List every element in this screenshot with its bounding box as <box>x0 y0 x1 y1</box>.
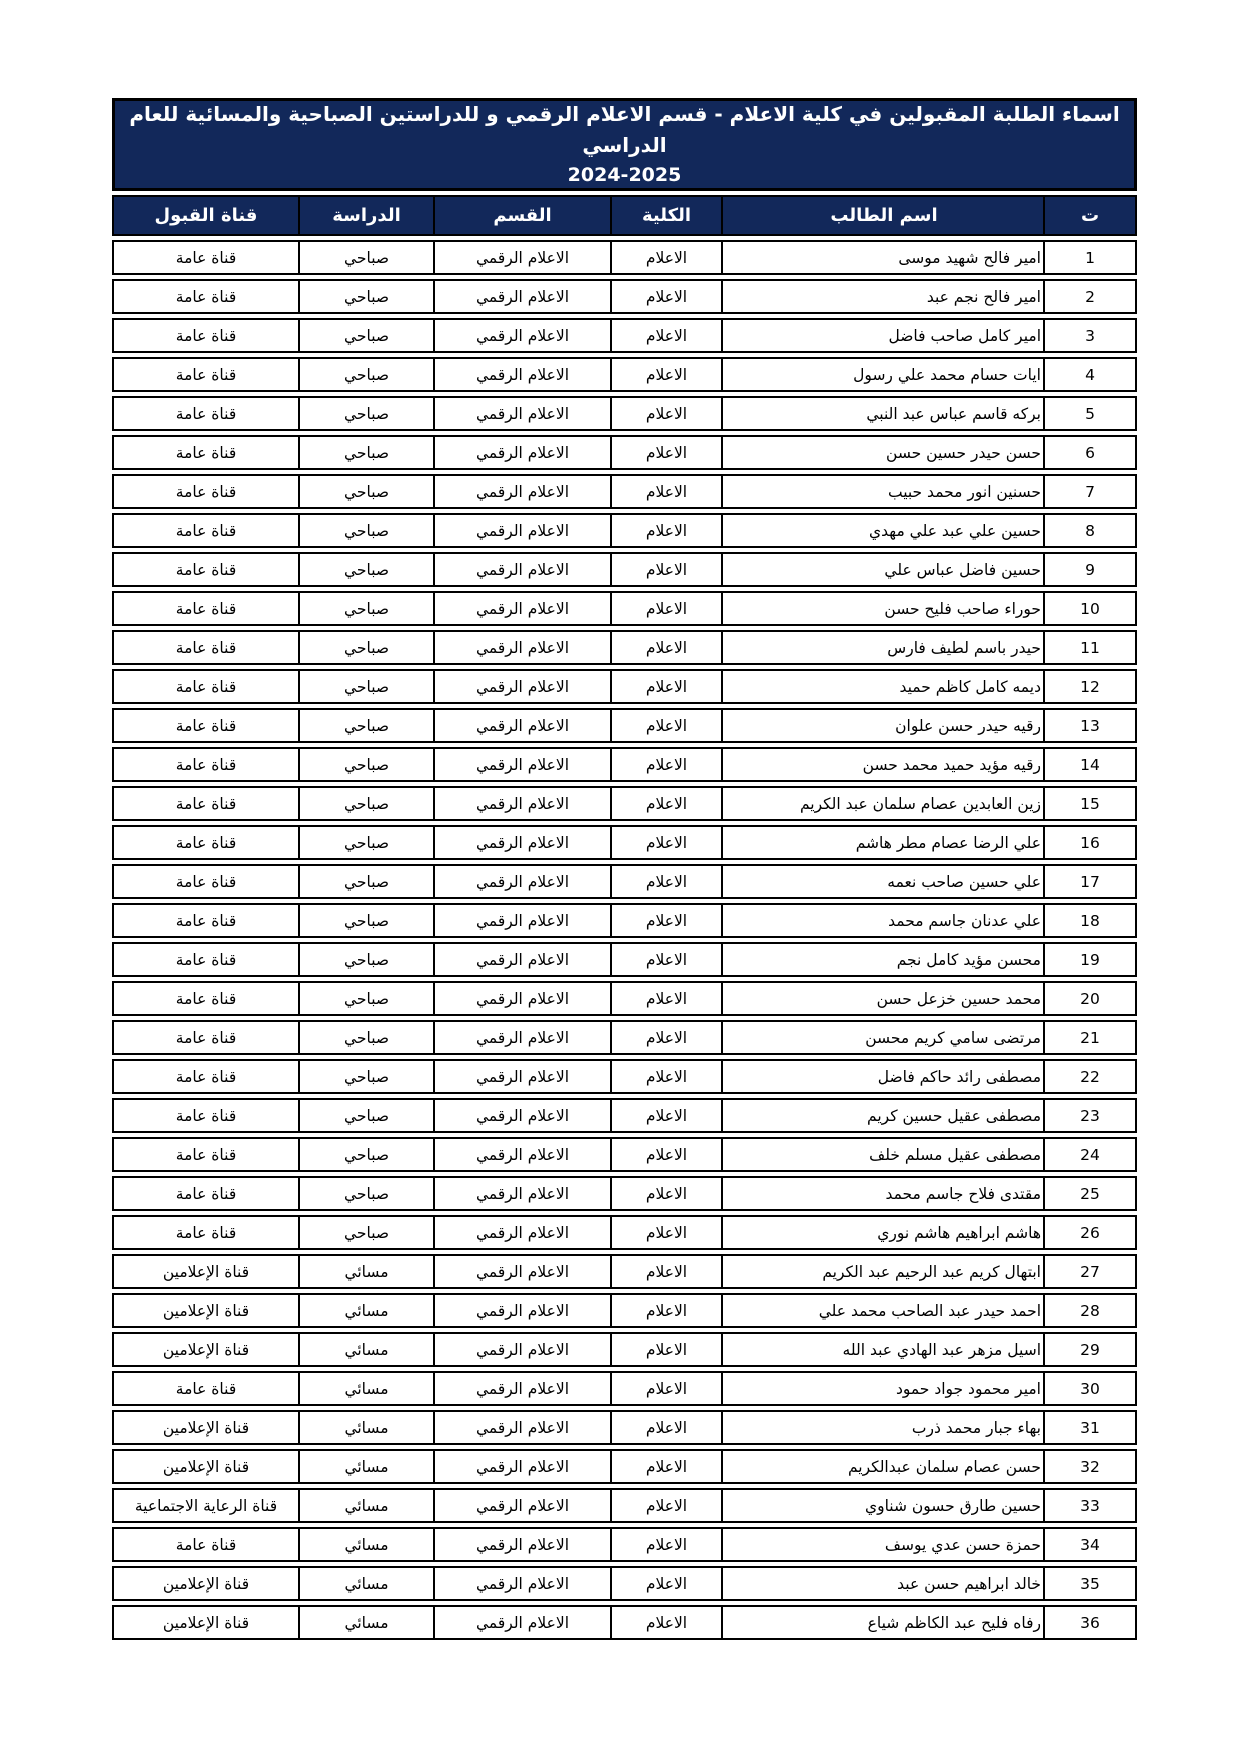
college-cell: الاعلام <box>610 1256 721 1287</box>
study-type-cell: مسائي <box>298 1334 433 1365</box>
table-row <box>112 1566 1137 1601</box>
row-index-cell: 31 <box>1043 1412 1135 1443</box>
student-name-cell: حمزة حسن عدي يوسف <box>721 1529 1043 1560</box>
student-name-cell: مرتضى سامي كريم محسن <box>721 1022 1043 1053</box>
document-title-banner <box>112 98 1137 191</box>
department-cell: الاعلام الرقمي <box>433 710 610 741</box>
department-cell: الاعلام الرقمي <box>433 1373 610 1404</box>
row-index-cell: 18 <box>1043 905 1135 936</box>
department-cell: الاعلام الرقمي <box>433 515 610 546</box>
student-name-cell: امير فالح نجم عبد <box>721 281 1043 312</box>
table-row <box>112 1293 1137 1328</box>
admission-channel-cell: قناة عامة <box>175 248 237 267</box>
admission-channel-cell: قناة عامة <box>175 989 237 1008</box>
study-type-cell: صباحي <box>298 437 433 468</box>
study-type-cell: مسائي <box>298 1451 433 1482</box>
study-type-cell: مسائي <box>298 1529 433 1560</box>
table-row <box>112 318 1137 353</box>
study-type-cell: صباحي <box>298 632 433 663</box>
student-name-cell: ابتهال كريم عبد الرحيم عبد الكريم <box>721 1256 1043 1287</box>
student-name-cell: محسن مؤيد كامل نجم <box>721 944 1043 975</box>
department-cell: الاعلام الرقمي <box>433 1256 610 1287</box>
study-type-cell: صباحي <box>298 281 433 312</box>
department-cell: الاعلام الرقمي <box>433 437 610 468</box>
table-row <box>112 1059 1137 1094</box>
college-cell: الاعلام <box>610 632 721 663</box>
table-row <box>112 1176 1137 1211</box>
row-index-cell: 17 <box>1043 866 1135 897</box>
table-row <box>112 552 1137 587</box>
row-index-cell: 1 <box>1043 242 1135 273</box>
admission-channel-cell: قناة الرعاية الاجتماعية <box>134 1496 278 1515</box>
department-cell: الاعلام الرقمي <box>433 476 610 507</box>
study-type-cell: صباحي <box>298 515 433 546</box>
admission-channel-cell: قناة عامة <box>175 1106 237 1125</box>
row-index-cell: 26 <box>1043 1217 1135 1248</box>
row-index-cell: 34 <box>1043 1529 1135 1560</box>
table-row <box>112 435 1137 470</box>
college-cell: الاعلام <box>610 1490 721 1521</box>
table-row <box>112 1527 1137 1562</box>
admission-channel-cell: قناة الإعلامين <box>162 1457 250 1476</box>
college-cell: الاعلام <box>610 554 721 585</box>
study-type-cell: صباحي <box>298 983 433 1014</box>
row-index-cell: 29 <box>1043 1334 1135 1365</box>
header-admission-channel: قناة القبول <box>154 205 258 226</box>
admission-channel-cell: قناة عامة <box>175 404 237 423</box>
study-type-cell: صباحي <box>298 671 433 702</box>
college-cell: الاعلام <box>610 1412 721 1443</box>
admission-channel-cell: قناة الإعلامين <box>162 1574 250 1593</box>
student-name-cell: مقتدى فلاح جاسم محمد <box>721 1178 1043 1209</box>
header-department: القسم <box>433 197 610 234</box>
student-name-cell: مصطفى رائد حاكم فاضل <box>721 1061 1043 1092</box>
row-index-cell: 27 <box>1043 1256 1135 1287</box>
student-name-cell: خالد ابراهيم حسن عبد <box>721 1568 1043 1599</box>
study-type-cell: صباحي <box>298 905 433 936</box>
admission-channel-cell: قناة الإعلامين <box>162 1340 250 1359</box>
student-name-cell: حوراء صاحب فليح حسن <box>721 593 1043 624</box>
academic-year-text: 2024-2025 <box>567 164 682 187</box>
table-row <box>112 903 1137 938</box>
study-type-cell: صباحي <box>298 1022 433 1053</box>
student-name-cell: احمد حيدر عبد الصاحب محمد علي <box>721 1295 1043 1326</box>
department-cell: الاعلام الرقمي <box>433 1568 610 1599</box>
table-body <box>112 240 1137 1640</box>
student-name-cell: حسنين انور محمد حبيب <box>721 476 1043 507</box>
row-index-cell: 11 <box>1043 632 1135 663</box>
admission-channel-cell: قناة عامة <box>175 1535 237 1554</box>
table-row <box>112 1020 1137 1055</box>
admission-channel-cell: قناة عامة <box>175 1028 237 1047</box>
table-row <box>112 240 1137 275</box>
college-cell: الاعلام <box>610 671 721 702</box>
admission-channel-cell: قناة الإعلامين <box>162 1301 250 1320</box>
table-row <box>112 1605 1137 1640</box>
table-row <box>112 786 1137 821</box>
student-name-cell: بركه قاسم عباس عبد النبي <box>721 398 1043 429</box>
admission-channel-cell: قناة عامة <box>175 599 237 618</box>
college-cell: الاعلام <box>610 1607 721 1638</box>
admission-channel-cell: قناة عامة <box>175 950 237 969</box>
study-type-cell: صباحي <box>298 827 433 858</box>
department-cell: الاعلام الرقمي <box>433 944 610 975</box>
student-name-cell: امير محمود جواد حمود <box>721 1373 1043 1404</box>
college-cell: الاعلام <box>610 1100 721 1131</box>
table-row <box>112 942 1137 977</box>
student-name-cell: اسيل مزهر عبد الهادي عبد الله <box>721 1334 1043 1365</box>
admission-channel-cell: قناة عامة <box>175 443 237 462</box>
study-type-cell: صباحي <box>298 242 433 273</box>
admission-channel-cell: قناة عامة <box>175 482 237 501</box>
admission-channel-cell: قناة الإعلامين <box>162 1418 250 1437</box>
table-row <box>112 669 1137 704</box>
row-index-cell: 23 <box>1043 1100 1135 1131</box>
table-row <box>112 864 1137 899</box>
admission-channel-cell: قناة عامة <box>175 638 237 657</box>
college-cell: الاعلام <box>610 593 721 624</box>
row-index-cell: 25 <box>1043 1178 1135 1209</box>
department-cell: الاعلام الرقمي <box>433 242 610 273</box>
college-cell: الاعلام <box>610 788 721 819</box>
study-type-cell: صباحي <box>298 1100 433 1131</box>
college-cell: الاعلام <box>610 476 721 507</box>
study-type-cell: صباحي <box>298 1178 433 1209</box>
department-cell: الاعلام الرقمي <box>433 983 610 1014</box>
study-type-cell: صباحي <box>298 944 433 975</box>
college-cell: الاعلام <box>610 437 721 468</box>
table-row <box>112 591 1137 626</box>
row-index-cell: 28 <box>1043 1295 1135 1326</box>
row-index-cell: 12 <box>1043 671 1135 702</box>
department-cell: الاعلام الرقمي <box>433 1607 610 1638</box>
header-college: الكلية <box>610 197 721 234</box>
row-index-cell: 16 <box>1043 827 1135 858</box>
row-index-cell: 4 <box>1043 359 1135 390</box>
student-name-cell: حسين فاضل عباس علي <box>721 554 1043 585</box>
department-cell: الاعلام الرقمي <box>433 1295 610 1326</box>
header-index: ت <box>1043 197 1135 234</box>
student-name-cell: رقيه مؤيد حميد محمد حسن <box>721 749 1043 780</box>
department-cell: الاعلام الرقمي <box>433 1100 610 1131</box>
department-cell: الاعلام الرقمي <box>433 1334 610 1365</box>
table-row <box>112 630 1137 665</box>
department-cell: الاعلام الرقمي <box>433 1022 610 1053</box>
study-type-cell: صباحي <box>298 866 433 897</box>
table-row <box>112 474 1137 509</box>
student-name-cell: حسين طارق حسون شناوي <box>721 1490 1043 1521</box>
college-cell: الاعلام <box>610 1334 721 1365</box>
college-cell: الاعلام <box>610 1295 721 1326</box>
department-cell: الاعلام الرقمي <box>433 1061 610 1092</box>
college-cell: الاعلام <box>610 281 721 312</box>
table-row <box>112 396 1137 431</box>
student-name-cell: امير كامل صاحب فاضل <box>721 320 1043 351</box>
student-name-cell: امير فالح شهيد موسى <box>721 242 1043 273</box>
study-type-cell: صباحي <box>298 476 433 507</box>
student-name-cell: حيدر باسم لطيف فارس <box>721 632 1043 663</box>
student-name-cell: ديمه كامل كاظم حميد <box>721 671 1043 702</box>
department-cell: الاعلام الرقمي <box>433 1178 610 1209</box>
study-type-cell: صباحي <box>298 593 433 624</box>
row-index-cell: 2 <box>1043 281 1135 312</box>
study-type-cell: صباحي <box>298 1139 433 1170</box>
admission-channel-cell: قناة عامة <box>175 872 237 891</box>
admission-channel-cell: قناة عامة <box>175 521 237 540</box>
college-cell: الاعلام <box>610 866 721 897</box>
row-index-cell: 36 <box>1043 1607 1135 1638</box>
college-cell: الاعلام <box>610 983 721 1014</box>
admission-channel-cell: قناة عامة <box>175 794 237 813</box>
row-index-cell: 6 <box>1043 437 1135 468</box>
department-cell: الاعلام الرقمي <box>433 320 610 351</box>
table-row <box>112 1332 1137 1367</box>
study-type-cell: صباحي <box>298 749 433 780</box>
department-cell: الاعلام الرقمي <box>433 593 610 624</box>
student-name-cell: علي عدنان جاسم محمد <box>721 905 1043 936</box>
table-row <box>112 1410 1137 1445</box>
college-cell: الاعلام <box>610 1451 721 1482</box>
row-index-cell: 21 <box>1043 1022 1135 1053</box>
department-cell: الاعلام الرقمي <box>433 1412 610 1443</box>
study-type-cell: صباحي <box>298 710 433 741</box>
department-cell: الاعلام الرقمي <box>433 788 610 819</box>
department-cell: الاعلام الرقمي <box>433 1139 610 1170</box>
admission-channel-cell: قناة عامة <box>175 287 237 306</box>
row-index-cell: 33 <box>1043 1490 1135 1521</box>
admission-channel-cell: قناة الإعلامين <box>162 1613 250 1632</box>
department-cell: الاعلام الرقمي <box>433 866 610 897</box>
study-type-cell: مسائي <box>298 1295 433 1326</box>
college-cell: الاعلام <box>610 1568 721 1599</box>
college-cell: الاعلام <box>610 905 721 936</box>
study-type-cell: مسائي <box>298 1490 433 1521</box>
study-type-cell: صباحي <box>298 1061 433 1092</box>
college-cell: الاعلام <box>610 749 721 780</box>
admission-channel-cell: قناة عامة <box>175 911 237 930</box>
department-cell: الاعلام الرقمي <box>433 554 610 585</box>
admission-channel-cell: قناة عامة <box>175 1379 237 1398</box>
row-index-cell: 32 <box>1043 1451 1135 1482</box>
admission-channel-cell: قناة عامة <box>175 1223 237 1242</box>
student-name-cell: ايات حسام محمد علي رسول <box>721 359 1043 390</box>
department-cell: الاعلام الرقمي <box>433 398 610 429</box>
study-type-cell: مسائي <box>298 1568 433 1599</box>
student-name-cell: علي الرضا عصام مطر هاشم <box>721 827 1043 858</box>
row-index-cell: 35 <box>1043 1568 1135 1599</box>
admission-channel-cell: قناة عامة <box>175 326 237 345</box>
college-cell: الاعلام <box>610 944 721 975</box>
student-name-cell: هاشم ابراهيم هاشم نوري <box>721 1217 1043 1248</box>
row-index-cell: 22 <box>1043 1061 1135 1092</box>
college-cell: الاعلام <box>610 242 721 273</box>
study-type-cell: مسائي <box>298 1412 433 1443</box>
department-cell: الاعلام الرقمي <box>433 1529 610 1560</box>
college-cell: الاعلام <box>610 1373 721 1404</box>
row-index-cell: 5 <box>1043 398 1135 429</box>
study-type-cell: مسائي <box>298 1607 433 1638</box>
college-cell: الاعلام <box>610 359 721 390</box>
table-row <box>112 279 1137 314</box>
admission-channel-cell: قناة عامة <box>175 755 237 774</box>
department-cell: الاعلام الرقمي <box>433 281 610 312</box>
table-row <box>112 1215 1137 1250</box>
row-index-cell: 15 <box>1043 788 1135 819</box>
table-row <box>112 1371 1137 1406</box>
admission-channel-cell: قناة عامة <box>175 1184 237 1203</box>
study-type-cell: صباحي <box>298 788 433 819</box>
study-type-cell: مسائي <box>298 1256 433 1287</box>
admission-channel-cell: قناة عامة <box>175 1067 237 1086</box>
admission-channel-cell: قناة عامة <box>175 716 237 735</box>
row-index-cell: 9 <box>1043 554 1135 585</box>
department-cell: الاعلام الرقمي <box>433 1451 610 1482</box>
admission-channel-cell: قناة عامة <box>175 365 237 384</box>
college-cell: الاعلام <box>610 398 721 429</box>
college-cell: الاعلام <box>610 1061 721 1092</box>
table-row <box>112 513 1137 548</box>
study-type-cell: صباحي <box>298 320 433 351</box>
row-index-cell: 10 <box>1043 593 1135 624</box>
admission-channel-cell: قناة عامة <box>175 833 237 852</box>
college-cell: الاعلام <box>610 515 721 546</box>
student-name-cell: رقيه حيدر حسن علوان <box>721 710 1043 741</box>
student-name-cell: زين العابدين عصام سلمان عبد الكريم <box>721 788 1043 819</box>
table-row <box>112 981 1137 1016</box>
study-type-cell: صباحي <box>298 398 433 429</box>
college-cell: الاعلام <box>610 1178 721 1209</box>
table-row <box>112 1137 1137 1172</box>
department-cell: الاعلام الرقمي <box>433 1490 610 1521</box>
student-name-cell: بهاء جبار محمد ذرب <box>721 1412 1043 1443</box>
table-row <box>112 825 1137 860</box>
department-cell: الاعلام الرقمي <box>433 671 610 702</box>
study-type-cell: صباحي <box>298 554 433 585</box>
row-index-cell: 7 <box>1043 476 1135 507</box>
department-cell: الاعلام الرقمي <box>433 632 610 663</box>
admission-channel-cell: قناة عامة <box>175 1145 237 1164</box>
college-cell: الاعلام <box>610 1529 721 1560</box>
admission-channel-cell: قناة الإعلامين <box>162 1262 250 1281</box>
row-index-cell: 13 <box>1043 710 1135 741</box>
department-cell: الاعلام الرقمي <box>433 749 610 780</box>
table-row <box>112 708 1137 743</box>
study-type-cell: صباحي <box>298 359 433 390</box>
table-row <box>112 357 1137 392</box>
college-cell: الاعلام <box>610 1139 721 1170</box>
department-cell: الاعلام الرقمي <box>433 359 610 390</box>
row-index-cell: 14 <box>1043 749 1135 780</box>
college-cell: الاعلام <box>610 1022 721 1053</box>
college-cell: الاعلام <box>610 710 721 741</box>
table-row <box>112 747 1137 782</box>
row-index-cell: 20 <box>1043 983 1135 1014</box>
table-row <box>112 1254 1137 1289</box>
department-cell: الاعلام الرقمي <box>433 827 610 858</box>
table-row <box>112 1098 1137 1133</box>
college-cell: الاعلام <box>610 827 721 858</box>
table-header-row <box>112 195 1137 236</box>
student-name-cell: مصطفى عقيل مسلم خلف <box>721 1139 1043 1170</box>
table-row <box>112 1449 1137 1484</box>
row-index-cell: 3 <box>1043 320 1135 351</box>
row-index-cell: 19 <box>1043 944 1135 975</box>
row-index-cell: 8 <box>1043 515 1135 546</box>
student-name-cell: رفاه فليح عبد الكاظم شياع <box>721 1607 1043 1638</box>
admission-list-document <box>112 98 1137 1644</box>
student-name-cell: حسن عصام سلمان عبدالكريم <box>721 1451 1043 1482</box>
student-name-cell: حسين علي عبد علي مهدي <box>721 515 1043 546</box>
admission-channel-cell: قناة عامة <box>175 677 237 696</box>
student-name-cell: حسن حيدر حسين حسن <box>721 437 1043 468</box>
college-cell: الاعلام <box>610 1217 721 1248</box>
document-title-text: اسماء الطلبة المقبولين في كلية الاعلام - قسم الاعلام الرقمي و للدراستين الصباحية والمسائية للعام الدراسي <box>129 102 1120 158</box>
row-index-cell: 30 <box>1043 1373 1135 1404</box>
student-name-cell: محمد حسين خزعل حسن <box>721 983 1043 1014</box>
department-cell: الاعلام الرقمي <box>433 905 610 936</box>
admission-channel-cell: قناة عامة <box>175 560 237 579</box>
table-row <box>112 1488 1137 1523</box>
student-name-cell: علي حسين صاحب نعمه <box>721 866 1043 897</box>
department-cell: الاعلام الرقمي <box>433 1217 610 1248</box>
college-cell: الاعلام <box>610 320 721 351</box>
header-student-name: اسم الطالب <box>721 197 1043 234</box>
row-index-cell: 24 <box>1043 1139 1135 1170</box>
header-study-type: الدراسة <box>298 197 433 234</box>
study-type-cell: صباحي <box>298 1217 433 1248</box>
study-type-cell: مسائي <box>298 1373 433 1404</box>
student-name-cell: مصطفى عقيل حسين كريم <box>721 1100 1043 1131</box>
